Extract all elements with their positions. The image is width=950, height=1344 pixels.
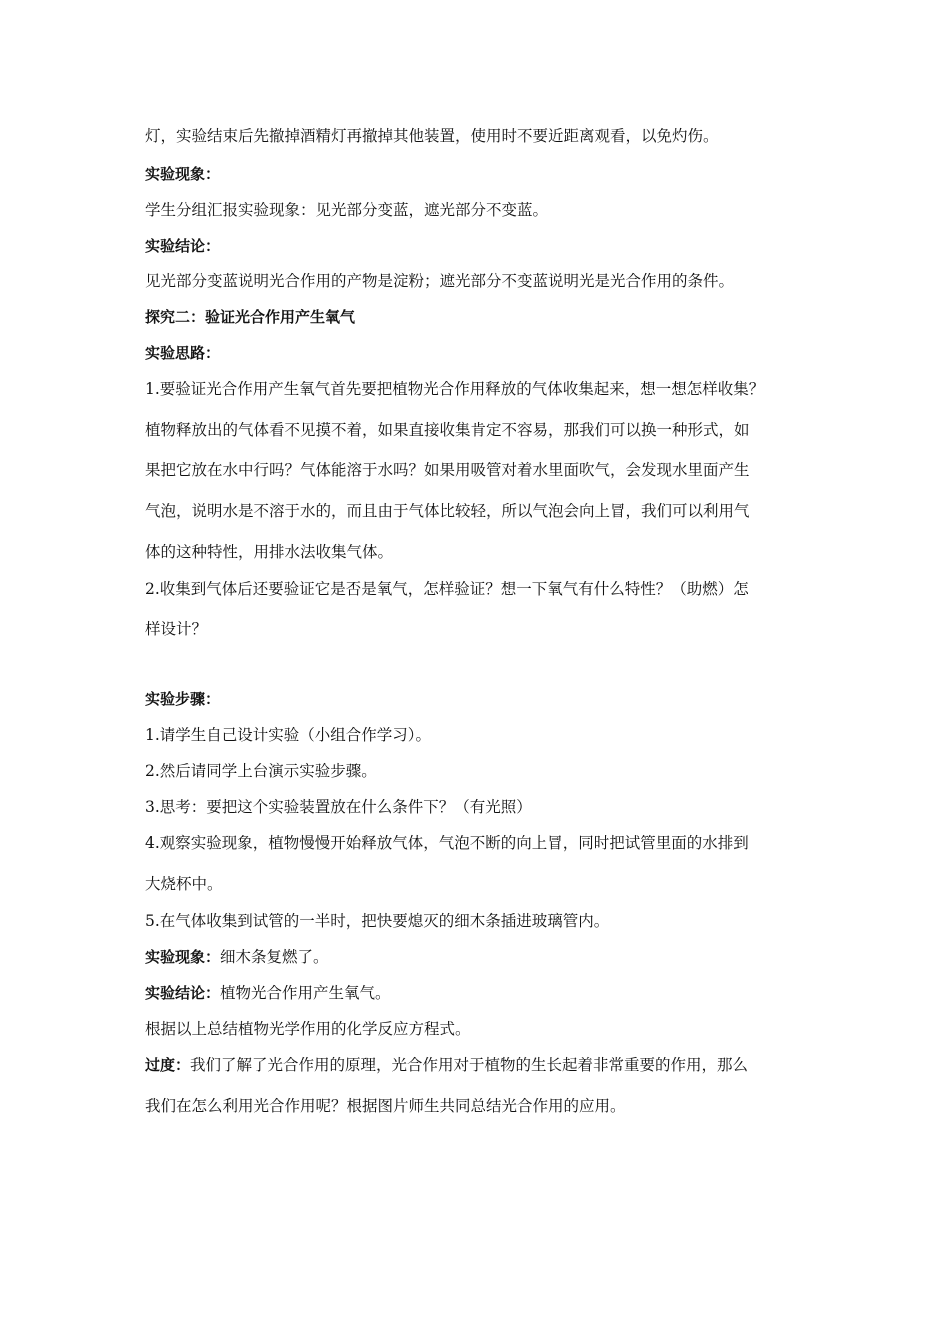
text-line: 5.在气体收集到试管的一半时，把快要熄灭的细木条插进玻璃管内。	[145, 912, 610, 930]
text-line: 学生分组汇报实验现象：见光部分变蓝，遮光部分不变蓝。	[145, 201, 549, 219]
text-line: 1.请学生自己设计实验（小组合作学习）。	[145, 726, 432, 744]
section-heading: 探究二：验证光合作用产生氧气	[145, 308, 356, 326]
text-line: 植物释放出的气体看不见摸不着，如果直接收集肯定不容易，那我们可以换一种形式，如	[145, 421, 750, 439]
text-run: 细木条复燃了。	[220, 948, 329, 966]
section-heading: 实验结论：	[145, 984, 221, 1002]
section-heading: 过度：	[145, 1056, 191, 1074]
text-line: 体的这种特性，用排水法收集气体。	[145, 543, 394, 561]
section-heading: 实验现象：	[145, 165, 221, 183]
text-line: 果把它放在水中行吗？气体能溶于水吗？如果用吸管对着水里面吹气，会发现水里面产生	[145, 461, 750, 479]
text-line: 气泡，说明水是不溶于水的，而且由于气体比较轻，所以气泡会向上冒，我们可以利用气	[145, 502, 750, 520]
text-line: 见光部分变蓝说明光合作用的产物是淀粉；遮光部分不变蓝说明光是光合作用的条件。	[145, 272, 735, 290]
text-line: 灯，实验结束后先撤掉酒精灯再撤掉其他装置，使用时不要近距离观看，以免灼伤。	[145, 127, 719, 145]
text-line: 2.收集到气体后还要验证它是否是氧气，怎样验证？想一下氧气有什么特性？（助燃）怎	[145, 580, 749, 598]
text-line: 我们在怎么利用光合作用呢？根据图片师生共同总结光合作用的应用。	[145, 1097, 626, 1115]
conclusion-line	[145, 983, 391, 1003]
text-line: 样设计？	[145, 620, 208, 638]
text-line: 2.然后请同学上台演示实验步骤。	[145, 762, 377, 780]
text-line: 1.要验证光合作用产生氧气首先要把植物光合作用释放的气体收集起来，想一想怎样收集？	[145, 380, 765, 398]
text-line: 4.观察实验现象，植物慢慢开始释放气体，气泡不断的向上冒，同时把试管里面的水排到	[145, 834, 749, 852]
transition-line	[145, 1055, 748, 1075]
section-heading: 实验步骤：	[145, 690, 221, 708]
section-heading: 实验思路：	[145, 344, 221, 362]
text-run: 植物光合作用产生氧气。	[220, 984, 391, 1002]
text-line: 3.思考：要把这个实验装置放在什么条件下？（有光照）	[145, 798, 532, 816]
text-line: 根据以上总结植物光学作用的化学反应方程式。	[145, 1020, 471, 1038]
text-line: 大烧杯中。	[145, 875, 223, 893]
result-line	[145, 947, 329, 967]
text-run: 我们了解了光合作用的原理，光合作用对于植物的生长起着非常重要的作用，那么	[190, 1056, 749, 1074]
section-heading: 实验结论：	[145, 237, 221, 255]
section-heading: 实验现象：	[145, 948, 221, 966]
